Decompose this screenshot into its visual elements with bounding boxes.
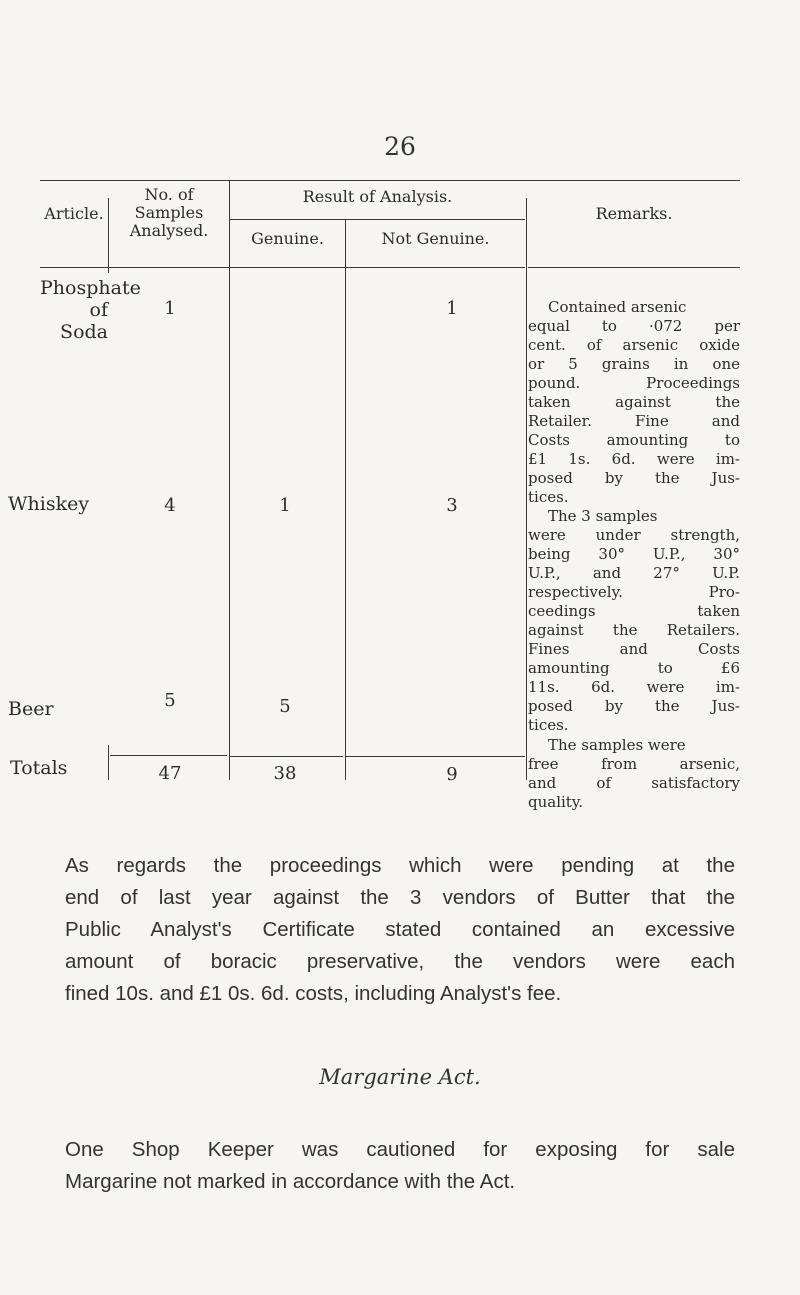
margarine-paragraph bbox=[65, 1134, 735, 1198]
paragraph-line: Public Analyst's Certificate stated contained an excessive bbox=[65, 918, 735, 941]
remark-line: tices. bbox=[528, 488, 569, 506]
remark-line: equal to ·072 per bbox=[528, 317, 740, 335]
header-samples-line-2: Samples bbox=[134, 203, 204, 222]
column-rule-genuine bbox=[345, 220, 346, 780]
header-remarks: Remarks. bbox=[595, 204, 673, 223]
remark-line: ceedings taken bbox=[528, 602, 740, 620]
row-article-phosphate-of-soda bbox=[40, 277, 141, 343]
remarks-beer bbox=[528, 736, 740, 812]
totals-rule-samples bbox=[110, 755, 227, 756]
remark-line: amounting to £6 bbox=[528, 659, 740, 677]
paragraph-line: As regards the proceedings which were pending at the bbox=[65, 854, 735, 877]
remark-line: were under strength, bbox=[528, 526, 740, 544]
remark-line: against the Retailers. bbox=[528, 621, 740, 639]
remark-line: and of satisfactory bbox=[528, 774, 740, 792]
header-samples bbox=[110, 186, 228, 240]
remark-line: taken against the bbox=[528, 393, 740, 411]
cell-samples-beer: 5 bbox=[164, 690, 176, 711]
column-rule-article-totals bbox=[108, 745, 109, 780]
remark-line: Fines and Costs bbox=[528, 640, 740, 658]
paragraph-line: fined 10s. and £1 0s. 6d. costs, including Analyst's fee. bbox=[65, 982, 562, 1005]
paragraph-line: One Shop Keeper was cautioned for exposing for sale bbox=[65, 1138, 735, 1161]
remark-line: The 3 samples bbox=[548, 507, 658, 525]
remark-line: Costs amounting to bbox=[528, 431, 740, 449]
cell-not-genuine-phosphate: 1 bbox=[446, 298, 458, 319]
header-article: Article. bbox=[44, 204, 104, 223]
remark-line: posed by the Jus- bbox=[528, 697, 740, 715]
remark-line: posed by the Jus- bbox=[528, 469, 740, 487]
article-line: Phosphate bbox=[40, 277, 141, 299]
remark-line: or 5 grains in one bbox=[528, 355, 740, 373]
header-samples-line-1: No. of bbox=[144, 185, 194, 204]
article-line: of Soda bbox=[60, 299, 108, 343]
totals-rule-genuine bbox=[230, 756, 343, 757]
header-not-genuine: Not Genuine. bbox=[381, 229, 490, 248]
remark-line: Retailer. Fine and bbox=[528, 412, 740, 430]
header-samples-line-3: Analysed. bbox=[129, 221, 209, 240]
remark-line: pound. Proceedings bbox=[528, 374, 740, 392]
header-bottom-rule-left bbox=[40, 267, 525, 268]
paragraph-line: amount of boracic preservative, the vendors were each bbox=[65, 950, 735, 973]
remark-line: tices. bbox=[528, 716, 569, 734]
remarks-phosphate bbox=[528, 298, 740, 507]
column-rule-not-genuine bbox=[526, 198, 527, 780]
row-article-beer: Beer bbox=[8, 698, 54, 720]
remark-line: respectively. Pro- bbox=[528, 583, 740, 601]
remark-line: 11s. 6d. were im- bbox=[528, 678, 740, 696]
remark-line: £1 1s. 6d. were im- bbox=[528, 450, 740, 468]
remark-line: quality. bbox=[528, 793, 584, 811]
cell-samples-phosphate: 1 bbox=[164, 298, 176, 319]
totals-not-genuine: 9 bbox=[446, 764, 458, 785]
totals-genuine: 38 bbox=[273, 763, 297, 784]
remark-line: U.P., and 27° U.P. bbox=[528, 564, 740, 582]
header-result-of-analysis: Result of Analysis. bbox=[302, 187, 453, 206]
totals-rule-not-genuine bbox=[346, 756, 525, 757]
cell-not-genuine-whiskey: 3 bbox=[446, 495, 458, 516]
result-group-rule bbox=[230, 219, 525, 220]
section-title-margarine-act: Margarine Act. bbox=[319, 1065, 481, 1089]
page-number: 26 bbox=[384, 132, 416, 161]
remark-line: free from arsenic, bbox=[528, 755, 740, 773]
remark-line: Contained arsenic bbox=[548, 298, 687, 316]
cell-samples-whiskey: 4 bbox=[164, 495, 176, 516]
row-article-whiskey: Whiskey bbox=[8, 493, 90, 515]
cell-genuine-beer: 5 bbox=[279, 696, 291, 717]
column-rule-article bbox=[108, 198, 109, 273]
cell-genuine-whiskey: 1 bbox=[279, 495, 291, 516]
analysis-table bbox=[8, 180, 740, 811]
paragraph-line: Margarine not marked in accordance with the Act. bbox=[65, 1170, 516, 1193]
table-top-rule bbox=[40, 180, 740, 181]
totals-samples: 47 bbox=[158, 763, 182, 784]
totals-label: Totals bbox=[10, 757, 68, 779]
header-bottom-rule-right bbox=[528, 267, 740, 268]
remark-line: cent. of arsenic oxide bbox=[528, 336, 740, 354]
column-rule-samples bbox=[229, 180, 230, 780]
butter-proceedings-paragraph bbox=[65, 850, 735, 1010]
paragraph-line: end of last year against the 3 vendors of Butter that the bbox=[65, 886, 735, 909]
remarks-whiskey bbox=[528, 507, 740, 735]
remark-line: being 30° U.P., 30° bbox=[528, 545, 740, 563]
remark-line: The samples were bbox=[548, 736, 686, 754]
header-genuine: Genuine. bbox=[251, 229, 324, 248]
